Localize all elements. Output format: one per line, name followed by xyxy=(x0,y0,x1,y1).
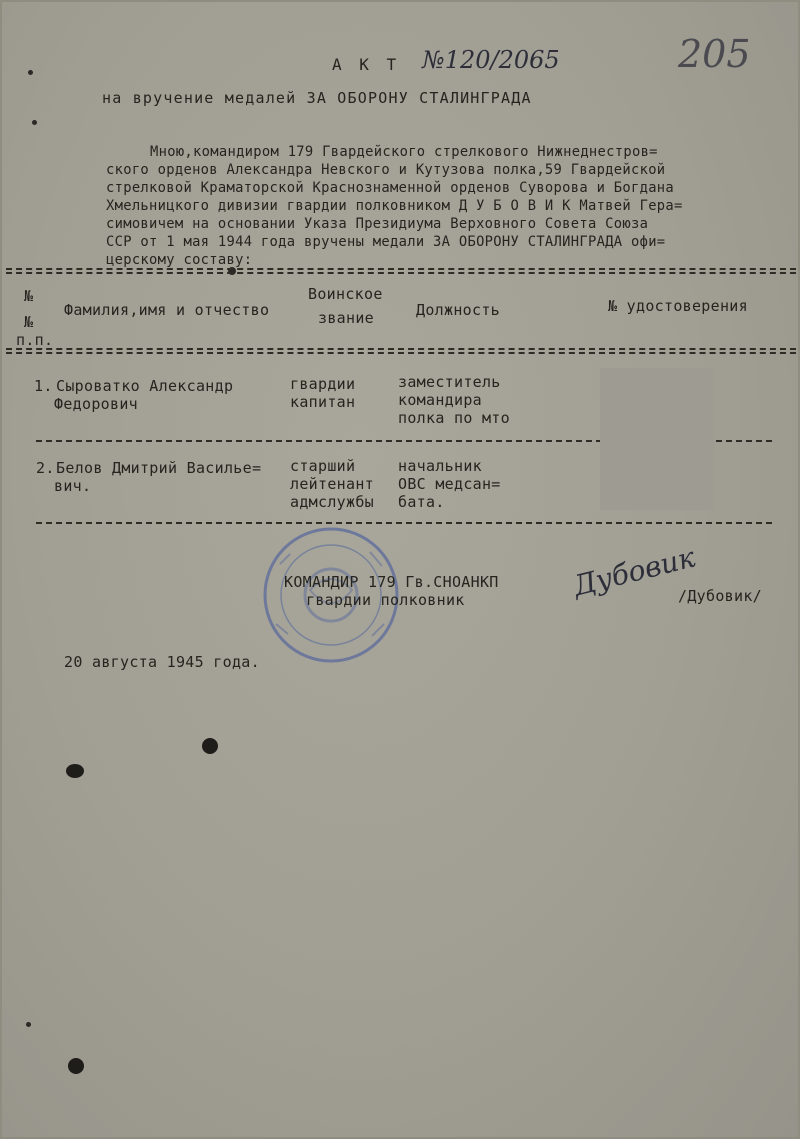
row-num: 2. xyxy=(36,459,55,477)
body-line: ССР от 1 мая 1944 года вручены медали ЗА ОБОРОНУ СТАЛИНГРАДА офи= xyxy=(106,234,666,250)
document-date: 20 августа 1945 года. xyxy=(64,653,260,671)
punch-hole xyxy=(202,738,218,754)
signature-name: /Дубовик/ xyxy=(678,587,762,605)
row-divider xyxy=(36,522,772,524)
row-position: заместитель xyxy=(398,373,501,391)
redacted-certificate-box xyxy=(600,368,714,510)
row-rank: адмслужбы xyxy=(290,493,374,511)
handwritten-act-number: №120/2065 xyxy=(422,46,560,74)
row-position: ОВС медсан= xyxy=(398,475,501,493)
header-certificate: № удостоверения xyxy=(608,297,748,315)
body-line: Хмельницкого дивизии гвардии полковником Д У Б О В И К Матвей Гера= xyxy=(106,198,683,214)
header-rank: Воинское xyxy=(308,285,383,303)
body-line: стрелковой Краматорской Краснознаменной орденов Суворова и Богдана xyxy=(106,180,675,196)
document-subtitle: на вручение медалей ЗА ОБОРОНУ СТАЛИНГРАДА xyxy=(102,89,532,107)
body-line: церскому составу: xyxy=(106,252,253,268)
row-position: командира xyxy=(398,391,482,409)
header-name: Фамилия,имя и отчество xyxy=(64,301,270,319)
row-rank: капитан xyxy=(290,393,356,411)
row-position: начальник xyxy=(398,457,482,475)
row-name: Федорович xyxy=(54,395,138,413)
header-position: Должность xyxy=(416,301,500,319)
body-line: ского орденов Александра Невского и Кутузова полка,59 Гвардейской xyxy=(106,162,666,178)
row-name: Белов Дмитрий Василье= xyxy=(56,459,262,477)
speck xyxy=(26,1022,31,1027)
speck xyxy=(28,70,33,75)
row-rank: лейтенант xyxy=(290,475,374,493)
row-position: бата. xyxy=(398,493,445,511)
punch-hole xyxy=(68,1058,84,1074)
header-rank: звание xyxy=(318,309,374,327)
row-position: полка по мто xyxy=(398,409,510,427)
punch-hole xyxy=(66,764,84,778)
document-title: А К Т xyxy=(332,55,401,74)
table-header-rule xyxy=(6,348,796,354)
row-num: 1. xyxy=(34,377,53,395)
body-line: симовичем на основании Указа Президиума Верховного Совета Союза xyxy=(106,216,649,232)
handwritten-signature: Дубовик xyxy=(570,540,699,603)
document-page xyxy=(2,2,798,1137)
signature-title: КОМАНДИР 179 Гв.СНОАНКП xyxy=(284,573,499,591)
row-name: Сыроватко Александр xyxy=(56,377,234,395)
header-num: № xyxy=(24,287,34,305)
table-top-rule xyxy=(6,268,796,274)
row-rank: старший xyxy=(290,457,356,475)
speck xyxy=(32,120,37,125)
row-rank: гвардии xyxy=(290,375,356,393)
handwritten-page-number: 205 xyxy=(678,32,751,76)
header-num: п.п. xyxy=(16,331,54,349)
row-name: вич. xyxy=(54,477,92,495)
signature-rank: гвардии полковник xyxy=(306,591,465,609)
body-line: Мною,командиром 179 Гвардейского стрелкового Нижнеднестров= xyxy=(150,144,658,160)
header-num: № xyxy=(24,313,34,331)
